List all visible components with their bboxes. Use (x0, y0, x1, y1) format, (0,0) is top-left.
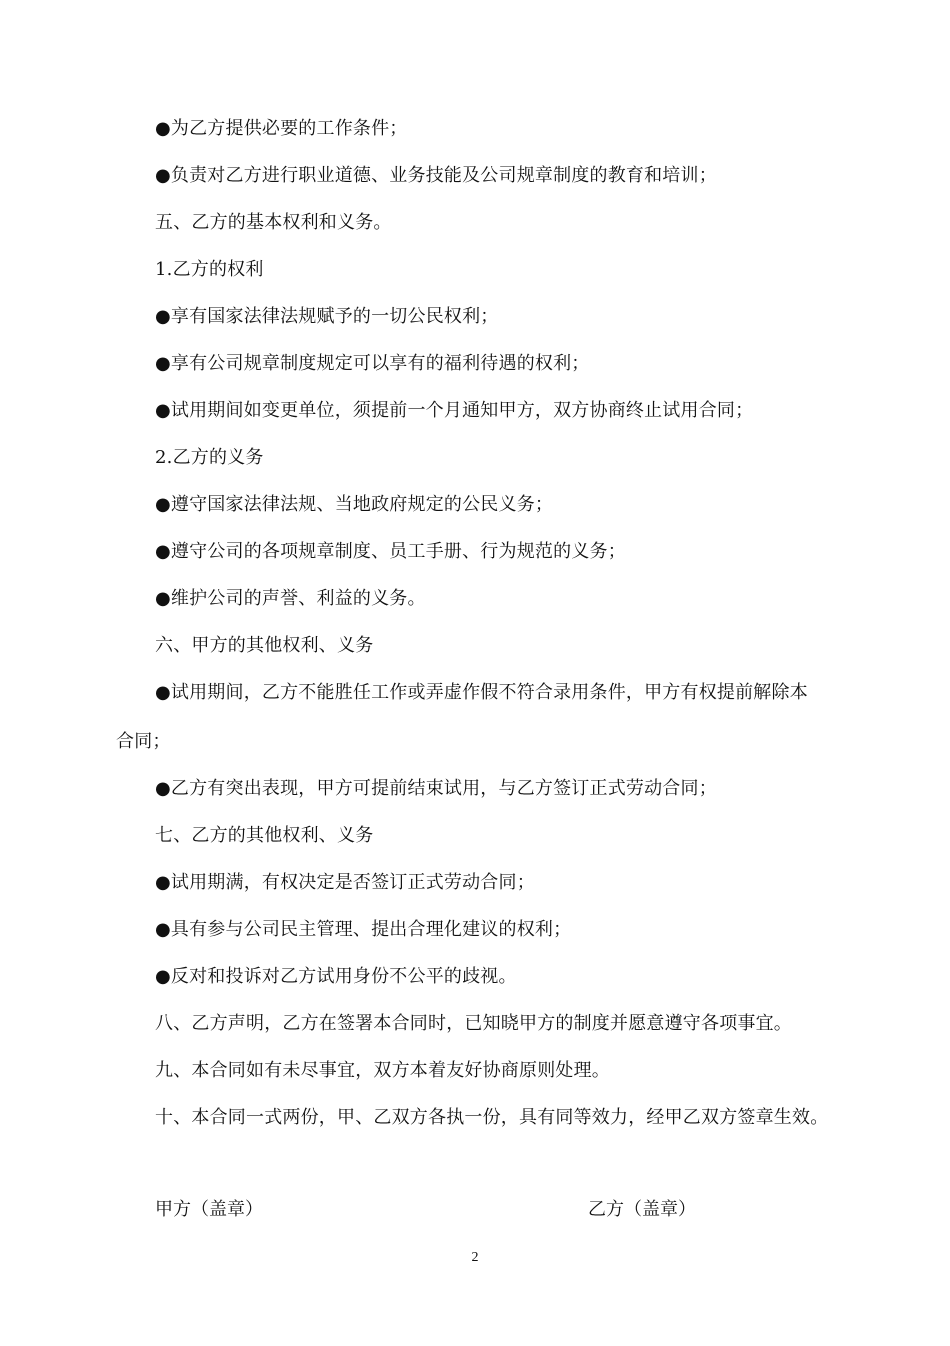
clause-reputation: ●维护公司的声誉、利益的义务。 (155, 588, 426, 609)
clause-civil-rights: ●享有国家法律法规赋予的一切公民权利； (155, 306, 499, 327)
clause-benefits: ●享有公司规章制度规定可以享有的福利待遇的权利； (155, 353, 590, 374)
clause-training: ●负责对乙方进行职业道德、业务技能及公司规章制度的教育和培训； (155, 165, 717, 186)
clause-early-end: ●乙方有突出表现，甲方可提前结束试用，与乙方签订正式劳动合同； (155, 778, 717, 799)
clause-termination-continued: 合同； (116, 731, 171, 752)
section-heading-8: 八、乙方声明，乙方在签署本合同时，已知晓甲方的制度并愿意遵守各项事宜。 (155, 1013, 792, 1034)
clause-change-employer: ●试用期间如变更单位，须提前一个月通知甲方，双方协商终止试用合同； (155, 400, 754, 421)
page-number: 2 (471, 1250, 479, 1265)
clause-obey-laws: ●遵守国家法律法规、当地政府规定的公民义务； (155, 494, 554, 515)
clause-discrimination: ●反对和投诉对乙方试用身份不公平的歧视。 (155, 966, 517, 987)
section-heading-10: 十、本合同一式两份，甲、乙双方各执一份，具有同等效力，经甲乙双方签章生效。 (155, 1107, 829, 1128)
section-heading-7: 七、乙方的其他权利、义务 (155, 825, 374, 846)
clause-participate: ●具有参与公司民主管理、提出合理化建议的权利； (155, 919, 572, 940)
subheading-party-b-rights: 1.乙方的权利 (155, 259, 264, 280)
clause-obey-rules: ●遵守公司的各项规章制度、员工手册、行为规范的义务； (155, 541, 626, 562)
clause-termination: ●试用期间，乙方不能胜任工作或弄虚作假不符合录用条件，甲方有权提前解除本 (155, 682, 808, 703)
clause-decide-contract: ●试用期满，有权决定是否签订正式劳动合同； (155, 872, 535, 893)
section-heading-5: 五、乙方的基本权利和义务。 (155, 212, 392, 233)
clause-work-conditions: ●为乙方提供必要的工作条件； (155, 118, 408, 139)
section-heading-9: 九、本合同如有未尽事宜，双方本着友好协商原则处理。 (155, 1060, 610, 1081)
party-b-signature-label: 乙方（盖章） (588, 1199, 696, 1220)
subheading-party-b-duties: 2.乙方的义务 (155, 447, 264, 468)
party-a-signature-label: 甲方（盖章） (155, 1199, 263, 1220)
section-heading-6: 六、甲方的其他权利、义务 (155, 635, 374, 656)
